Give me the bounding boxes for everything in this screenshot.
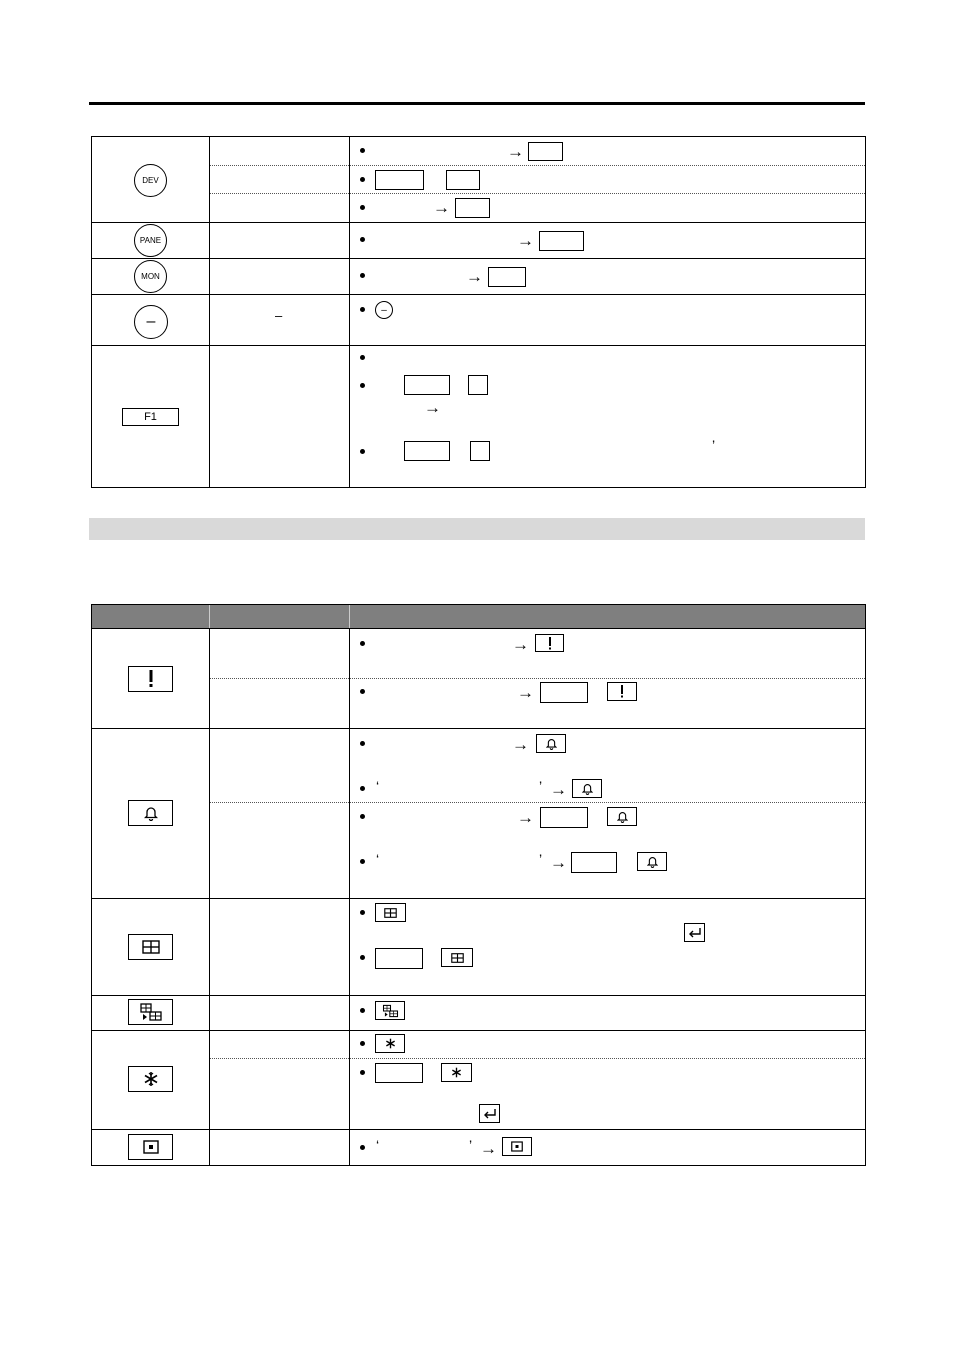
quote-mark: ’ [539, 851, 543, 867]
bell-icon [128, 800, 173, 826]
key-box [540, 807, 588, 828]
arrow: → [550, 853, 567, 872]
arrow: → [433, 198, 450, 217]
arrow: → [517, 231, 534, 250]
key-box [455, 198, 490, 218]
multi-layout-icon [375, 1001, 405, 1020]
minus-small-icon: – [375, 301, 393, 319]
page-header-rule [89, 102, 865, 105]
key-box [375, 1063, 423, 1083]
arrow: → [512, 735, 529, 754]
quad-layout-icon [128, 934, 173, 960]
bell-icon [637, 852, 667, 871]
quad-layout-icon [441, 948, 473, 967]
bell-icon [572, 779, 602, 798]
arrow: → [550, 780, 567, 799]
quote-mark: ‘ [376, 778, 380, 794]
arrow: → [517, 683, 534, 702]
arrow: → [517, 808, 534, 827]
arrow: → [466, 267, 483, 286]
key-box [488, 267, 526, 287]
arrow: → [507, 142, 524, 161]
key-box [446, 170, 480, 190]
key-box [571, 852, 617, 873]
enter-key-icon [479, 1104, 500, 1123]
quote-mark: ‘ [376, 1137, 380, 1153]
table-header [91, 604, 865, 628]
arrow: → [424, 398, 441, 417]
key-box [375, 948, 423, 969]
zoom-icon [502, 1137, 532, 1156]
key-box [404, 441, 450, 461]
freeze-icon [441, 1063, 472, 1082]
dev-key-icon: DEV [134, 164, 167, 197]
pane-key-icon: PANE [134, 224, 167, 257]
key-box [539, 231, 584, 251]
arrow: → [512, 635, 529, 654]
mon-key-icon: MON [134, 260, 167, 293]
minus-label: – [275, 308, 283, 323]
freeze-icon [128, 1066, 173, 1092]
quote-mark: ‘ [376, 851, 380, 867]
multi-layout-icon [128, 999, 173, 1025]
zoom-icon [128, 1134, 173, 1160]
freeze-icon [375, 1034, 405, 1053]
exclamation-icon [535, 634, 564, 652]
exclamation-icon [128, 666, 173, 692]
arrow: → [480, 1139, 497, 1158]
key-box [404, 375, 450, 395]
key-box [470, 441, 490, 461]
key-box [540, 682, 588, 703]
enter-key-icon [684, 923, 705, 942]
key-box [375, 170, 424, 190]
section-band [89, 518, 865, 540]
key-box [528, 142, 563, 161]
quote-mark: ’ [469, 1137, 473, 1153]
quote-mark: ’ [712, 437, 716, 453]
bell-icon [607, 807, 637, 826]
bell-icon [536, 734, 566, 753]
minus-key-icon: – [134, 305, 168, 339]
f1-key-icon: F1 [122, 408, 179, 426]
key-box [468, 375, 488, 395]
quote-mark: ’ [539, 778, 543, 794]
exclamation-icon [607, 682, 637, 701]
quad-layout-icon [375, 903, 406, 922]
